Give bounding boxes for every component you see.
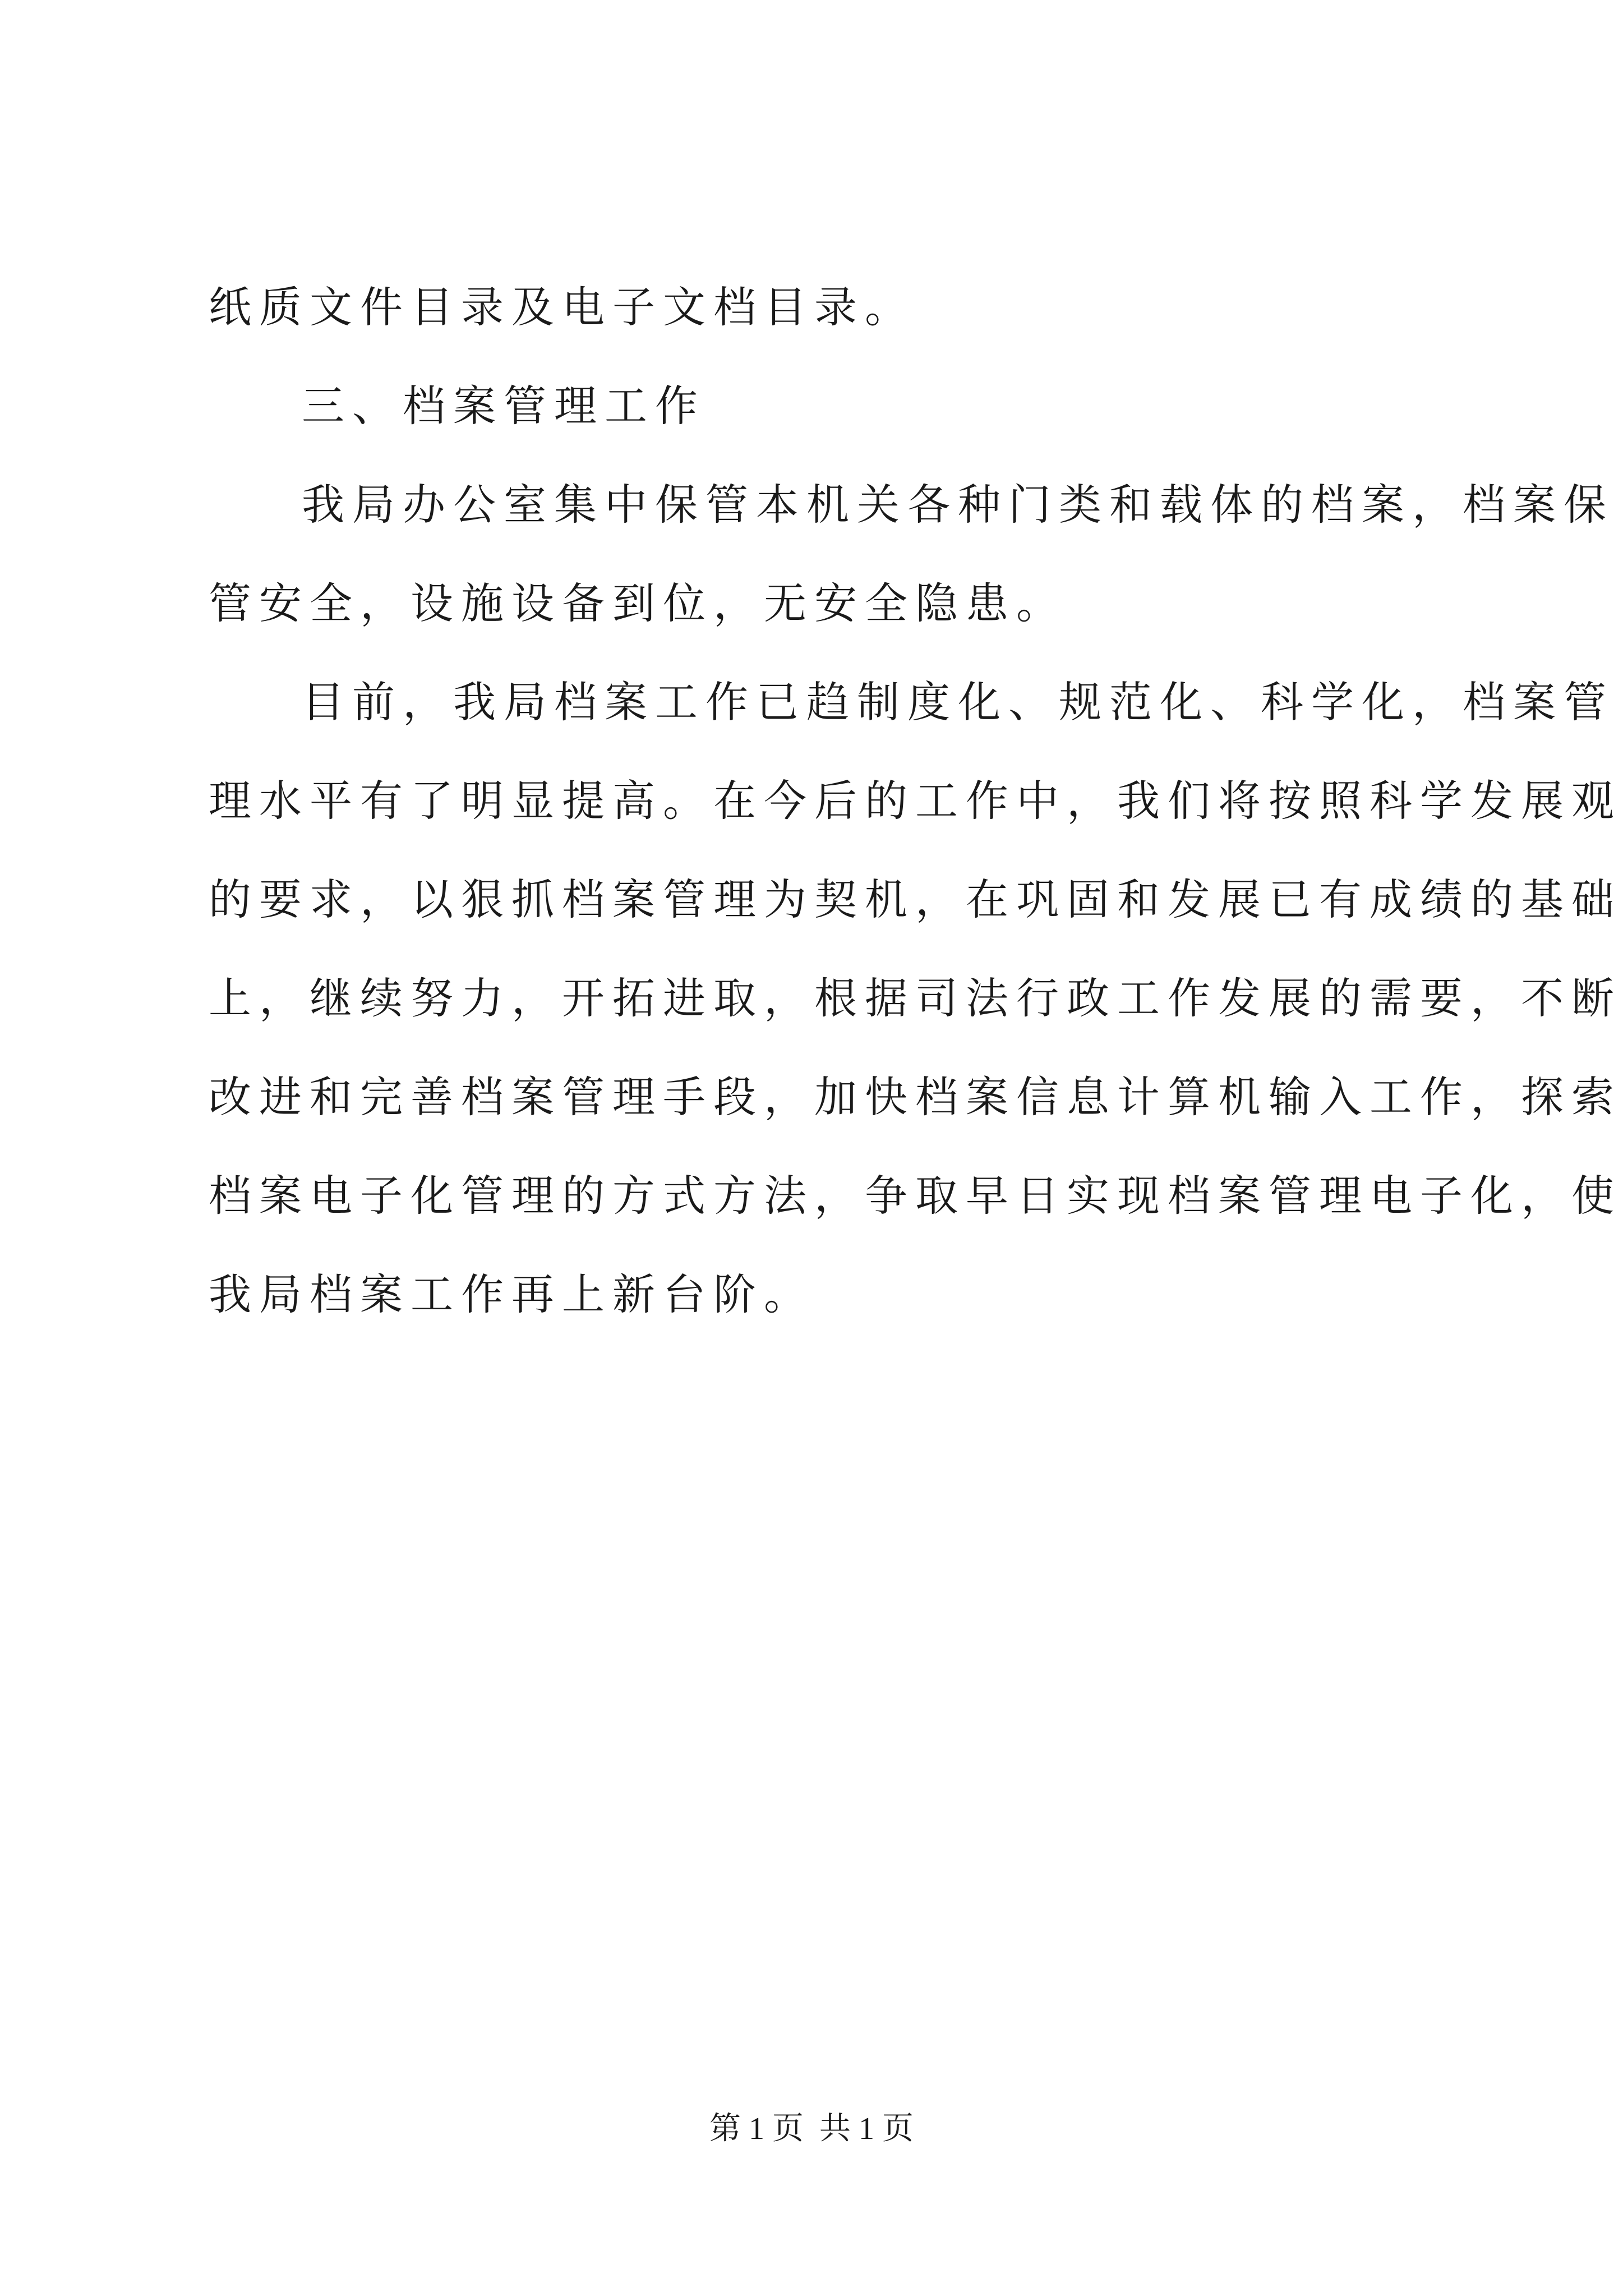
paragraph-line: 目前，我局档案工作已趋制度化、规范化、科学化，档案管 [302,677,1614,727]
paragraph-line: 上，继续努力，开拓进取，根据司法行政工作发展的需要，不断 [209,973,1622,1023]
paragraph-line: 管安全，设施设备到位，无安全隐患。 [209,578,1067,628]
text-line: 纸质文件目录及电子文档目录。 [209,282,915,332]
paragraph-line: 改进和完善档案管理手段，加快档案信息计算机输入工作，探索 [209,1072,1622,1122]
page-footer [0,2106,1623,2151]
document-body [209,258,1622,1344]
page-number-label: 第 1 页 共 1 页 [709,2111,914,2146]
paragraph-line: 我局档案工作再上新台阶。 [209,1269,814,1319]
paragraph-line: 的要求，以狠抓档案管理为契机，在巩固和发展已有成绩的基础 [209,875,1622,924]
paragraph-line: 档案电子化管理的方式方法，争取早日实现档案管理电子化，使 [209,1171,1622,1221]
paragraph-line: 我局办公室集中保管本机关各种门类和载体的档案，档案保 [302,480,1614,530]
section-heading: 三、档案管理工作 [302,381,706,431]
paragraph-line: 理水平有了明显提高。在今后的工作中，我们将按照科学发展观 [209,776,1622,826]
